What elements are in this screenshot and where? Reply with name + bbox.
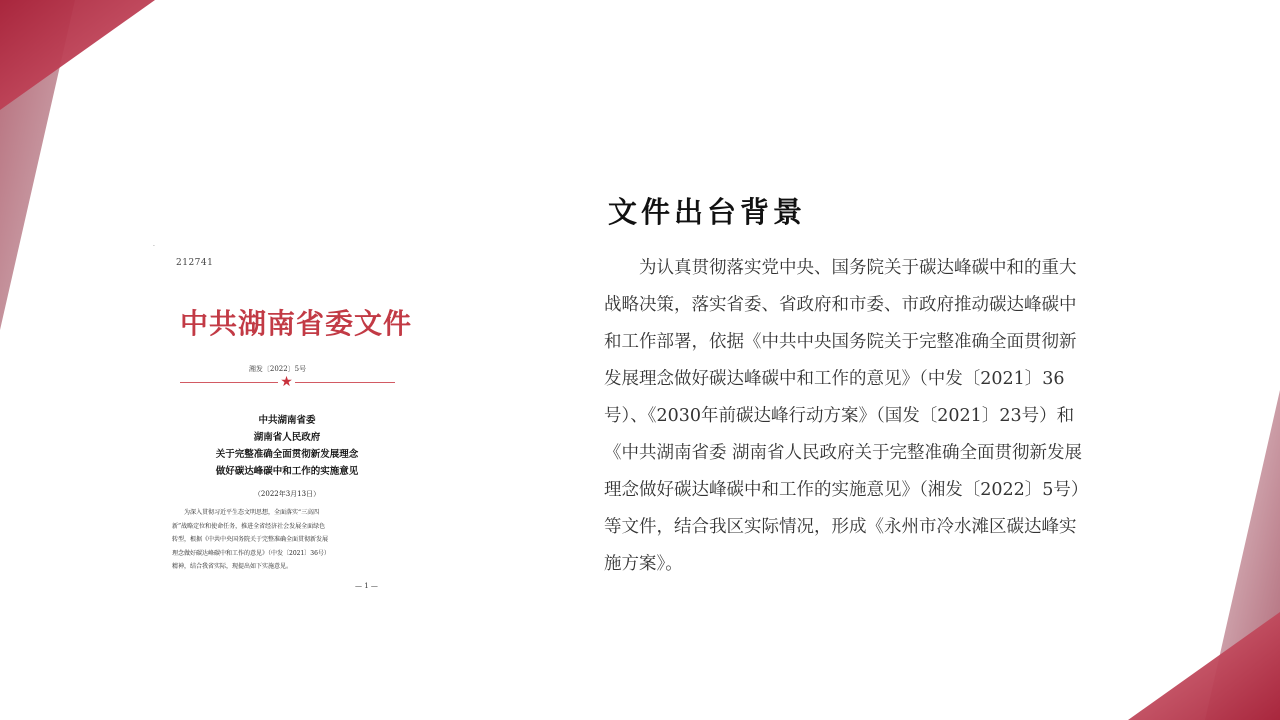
document-corner-mark: · [153, 243, 155, 250]
paragraph-line: 理念做好碳达峰碳中和工作的实施意见》（湘发〔2022〕5号） [604, 480, 1089, 500]
paragraph-line: 等文件，结合我区实际情况，形成《永州市冷水滩区碳达峰实 [604, 517, 1077, 537]
document-red-header: 中共湖南省委文件 [180, 307, 413, 340]
document-body-line: 新”战略定位和使命任务，推进全省经济社会发展全面绿色 [172, 522, 326, 530]
document-issuer-titles [180, 412, 394, 480]
paragraph-line: 施方案》。 [604, 554, 683, 574]
document-serial-number: 212741 [176, 258, 214, 268]
document-title-line: 湖南省人民政府 [253, 432, 321, 443]
document-body-line: 为深入贯彻习近平生态文明思想，全面落实“三高四 [184, 509, 320, 516]
paragraph-line: 战略决策，落实省委、省政府和市委、市政府推动碳达峰碳中 [604, 295, 1077, 315]
star-icon: ★ [280, 374, 293, 390]
document-date: （2022年3月13日） [253, 490, 321, 498]
document-scan-image [150, 243, 413, 602]
background-paragraph [604, 250, 1124, 583]
section-title: 文件出台背景 [608, 195, 807, 229]
corner-decoration-top-left [0, 0, 155, 330]
document-body-line: 转型，根据《中共中央国务院关于完整准确全面贯彻新发展 [172, 536, 329, 543]
paragraph-line: 号）、《2030年前碳达峰行动方案》（国发〔2021〕23号）和 [604, 406, 1075, 426]
paragraph-line: 和工作部署，依据《中共中央国务院关于完整准确全面贯彻新 [604, 332, 1077, 352]
paragraph-line: 《中共湖南省委 湖南省人民政府关于完整准确全面贯彻新发展 [604, 443, 1083, 463]
document-red-rule-left [180, 382, 278, 383]
document-page-number: — 1 — [355, 582, 378, 590]
document-body-text [172, 506, 402, 574]
document-title-line: 关于完整准确全面贯彻新发展理念 [215, 449, 359, 460]
document-body-line: 精神，结合我省实际，现提出如下实施意见。 [172, 563, 293, 570]
document-number: 湘发〔2022〕5号 [248, 365, 307, 373]
document-title-line: 中共湖南省委 [258, 415, 316, 426]
paragraph-line: 发展理念做好碳达峰碳中和工作的意见》（中发〔2021〕36 [604, 369, 1065, 389]
document-red-rule-right [295, 382, 395, 383]
document-body-line: 理念做好碳达峰碳中和工作的意见》（中发〔2021〕36号） [172, 549, 330, 557]
paragraph-line: 为认真贯彻落实党中央、国务院关于碳达峰碳中和的重大 [639, 258, 1077, 278]
document-title-line: 做好碳达峰碳中和工作的实施意见 [215, 466, 359, 477]
corner-decoration-bottom-right [1128, 390, 1280, 720]
